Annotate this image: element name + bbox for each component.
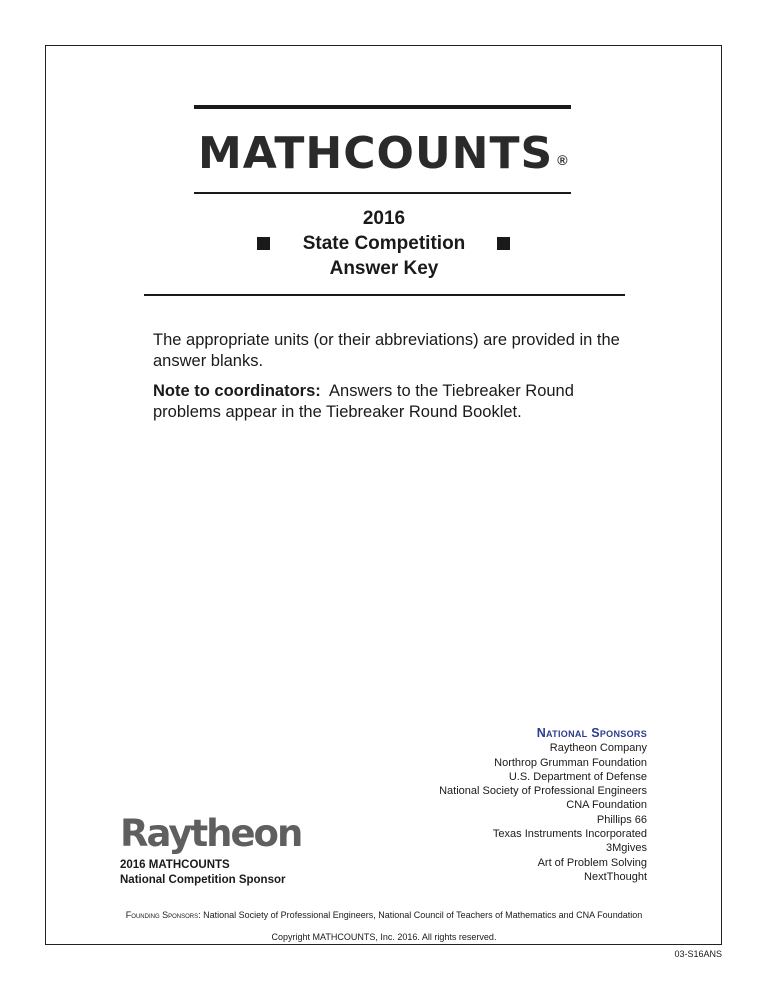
sponsor-item: U.S. Department of Defense	[508, 770, 647, 783]
intro-notes	[153, 330, 633, 432]
right-square-bullet	[497, 237, 510, 250]
units-note: The appropriate units (or their abbreviations) are provided in the answer blanks.	[153, 331, 620, 370]
sponsor-item: Phillips 66	[596, 813, 647, 826]
copyright: Copyright MATHCOUNTS, Inc. 2016. All rights reserved.	[271, 932, 497, 942]
caption-line-1: 2016 MATHCOUNTS	[120, 859, 230, 871]
competition-title: State Competition	[302, 233, 466, 254]
sponsor-item: Raytheon Company	[549, 742, 647, 755]
sponsor-item: 3Mgives	[606, 842, 647, 855]
mathcounts-logo	[198, 128, 569, 180]
raytheon-logo: Raytheon	[120, 812, 302, 855]
brand-name: MATHCOUNTS	[198, 128, 554, 179]
founding-label: Founding Sponsors:	[125, 910, 201, 920]
year-title: 2016	[362, 208, 406, 229]
sponsor-item: Northrop Grumman Foundation	[494, 756, 647, 769]
title-underline-rule	[144, 294, 625, 296]
document-type-title: Answer Key	[329, 258, 439, 279]
sponsor-item: NextThought	[584, 870, 647, 883]
document-code: 03-S16ANS	[674, 949, 722, 959]
sponsors-heading: National Sponsors	[536, 726, 647, 740]
sponsor-item: Art of Problem Solving	[537, 856, 647, 869]
sponsor-item: CNA Foundation	[566, 799, 647, 812]
coordinator-label: Note to coordinators:	[153, 382, 321, 400]
national-sponsors-list	[439, 726, 647, 884]
logo-underline-rule	[194, 192, 571, 194]
coordinator-note	[153, 381, 633, 423]
founding-sponsors	[0, 910, 768, 920]
sponsor-item: National Society of Professional Engineers	[439, 785, 647, 798]
top-rule	[194, 105, 571, 109]
coordinator-text: Answers to the Tiebreaker Round problems appear in the Tiebreaker Round Booklet.	[153, 382, 574, 421]
national-sponsor-caption	[120, 858, 285, 888]
registered-mark: ®	[557, 152, 569, 168]
founding-text: National Society of Professional Engineers, National Council of Teachers of Mathematics and CNA Foundation	[203, 910, 643, 920]
sponsor-item: Texas Instruments Incorporated	[492, 828, 647, 841]
caption-line-2: National Competition Sponsor	[120, 874, 286, 886]
